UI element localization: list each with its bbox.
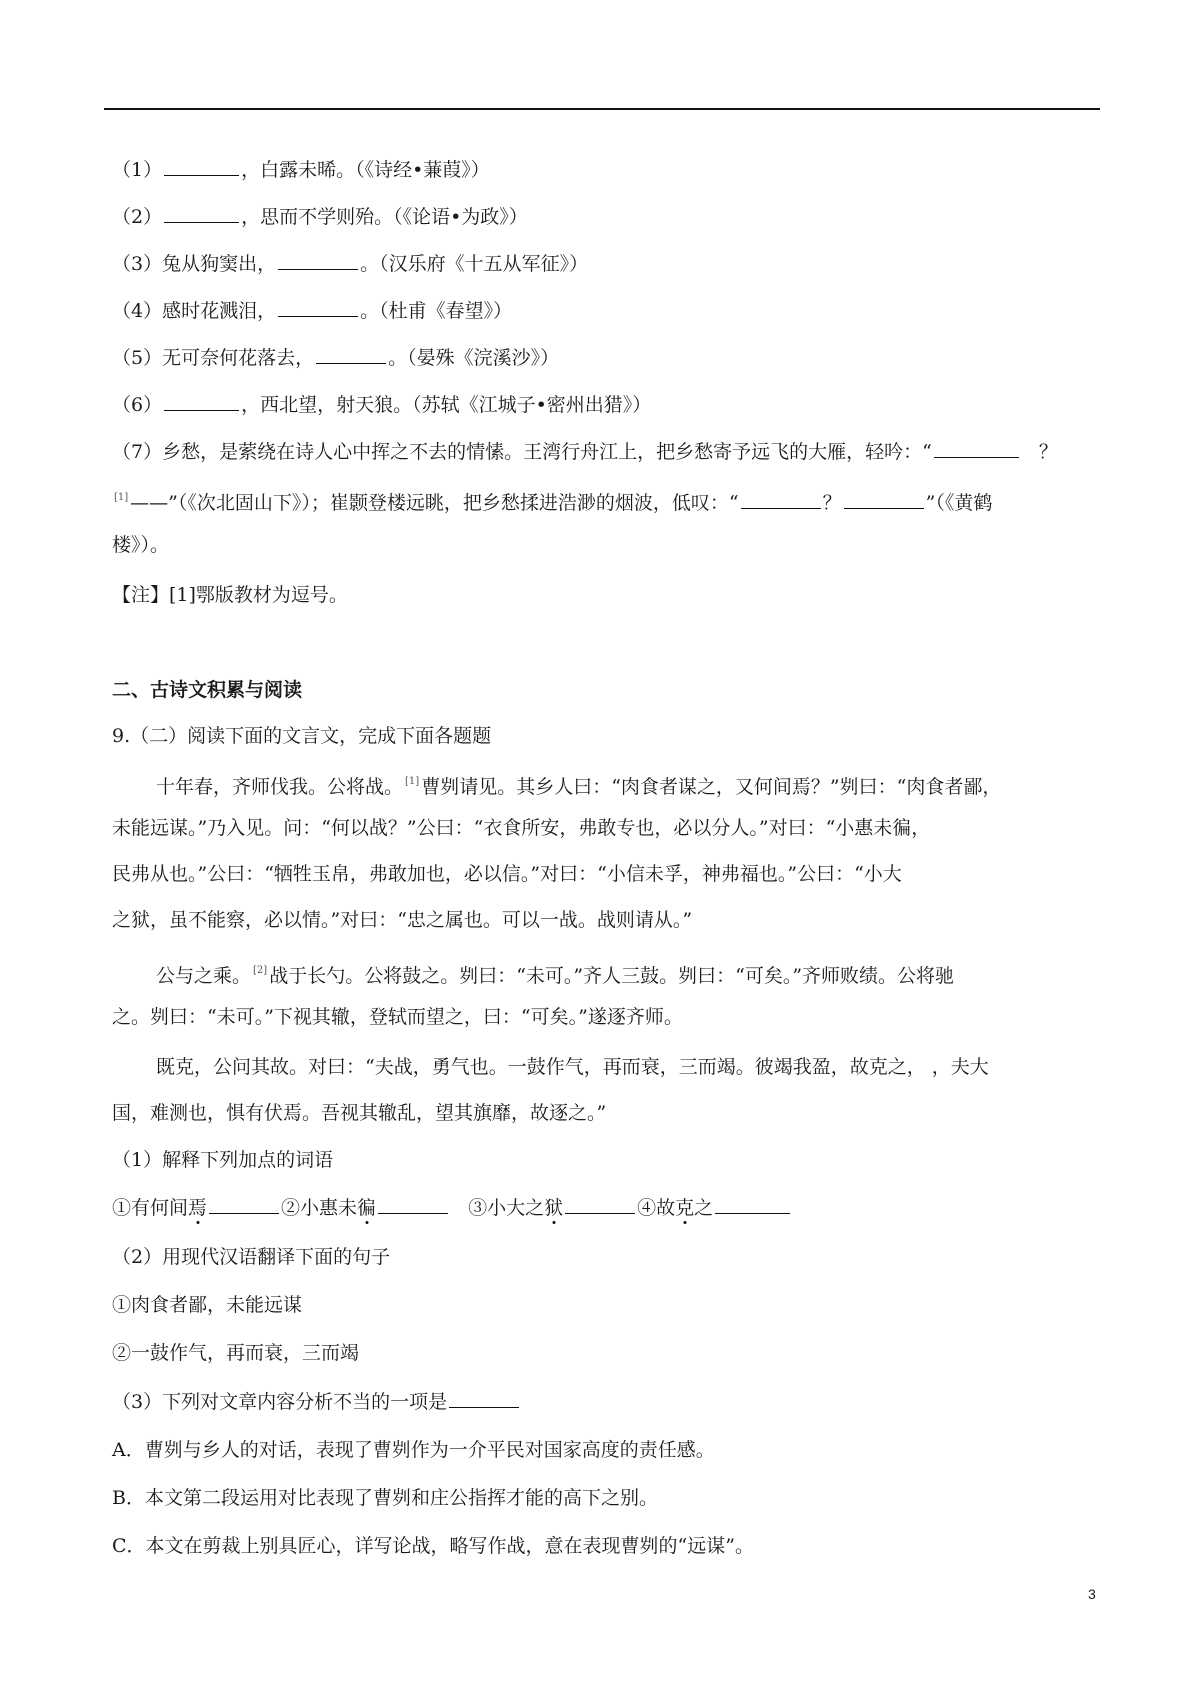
header-rule xyxy=(104,108,1100,110)
answer-blank[interactable] xyxy=(449,1387,519,1408)
footnote-ref: [1] xyxy=(114,492,129,503)
poem-line-2: （2） ，思而不学则殆。（《论语•为政》） xyxy=(112,202,528,231)
poem-line-5: （5）无可奈何花落去， 。（晏殊《浣溪沙》） xyxy=(112,343,559,372)
passage-p3-line2: 国，难测也，惧有伏焉。吾视其辙乱，望其旗靡，故逐之。” xyxy=(112,1102,607,1124)
page-number: 3 xyxy=(1088,1586,1096,1602)
passage-p1-line3: 民弗从也。”公曰：“牺牲玉帛，弗敢加也，必以信。”对曰：“小信未孚，神弗福也。”公曰：“小大 xyxy=(112,863,902,885)
answer-blank[interactable] xyxy=(278,249,358,270)
sub-question-2: （2）用现代汉语翻译下面的句子 xyxy=(112,1246,391,1268)
answer-blank[interactable] xyxy=(378,1193,448,1214)
passage-p3-line1: 既克，公问其故。对曰：“夫战，勇气也。一鼓作气，再而衰，三而竭。彼竭我盈，故克之， ，夫大 xyxy=(156,1056,989,1078)
answer-blank[interactable] xyxy=(278,296,358,317)
option-a: A．曹刿与乡人的对话，表现了曹刿作为一介平民对国家高度的责任感。 xyxy=(112,1439,715,1461)
passage-p1-line2: 未能远谋。”乃入见。问：“何以战？”公曰：“衣食所安，弗敢专也，必以分人。”对曰：“小惠未徧， xyxy=(112,817,931,839)
poem-line-4: （4）感时花溅泪， 。（杜甫《春望》） xyxy=(112,296,512,325)
answer-blank[interactable] xyxy=(164,202,239,223)
answer-blank[interactable] xyxy=(565,1193,635,1214)
vocab-items: ①有何间焉 ②小惠未徧 ③小大之狱 ④故克之 xyxy=(112,1193,792,1222)
note: 【注】[1]鄂版教材为逗号。 xyxy=(112,584,348,606)
answer-blank[interactable] xyxy=(844,488,924,509)
poem-line-6: （6） ，西北望，射天狼。（苏轼《江城子•密州出猎》） xyxy=(112,390,651,419)
poem-line-7a: （7）乡愁，是萦绕在诗人心中挥之不去的情愫。王湾行舟江上，把乡愁寄予远飞的大雁，轻吟：“ ？ xyxy=(112,437,1058,466)
answer-blank[interactable] xyxy=(164,390,239,411)
answer-blank[interactable] xyxy=(715,1193,790,1214)
answer-blank[interactable] xyxy=(934,437,1019,458)
footnote-ref: [1] xyxy=(405,776,420,787)
passage-p2-line1: 公与之乘。 [2] 战于长勺。公将鼓之。刿曰：“未可。”齐人三鼓。刿曰：“可矣。”齐师败绩。公将驰 xyxy=(156,965,955,987)
poem-line-7c: 楼》）。 xyxy=(112,534,170,556)
passage-p1-line4: 之狱，虽不能察，必以情。”对曰：“忠之属也。可以一战。战则请从。” xyxy=(112,909,693,931)
answer-blank[interactable] xyxy=(164,155,239,176)
question-9-title: 9.（二）阅读下面的文言文，完成下面各题题 xyxy=(112,725,492,747)
section-title: 二、古诗文积累与阅读 xyxy=(112,679,303,701)
answer-blank[interactable] xyxy=(316,343,386,364)
poem-line-1: （1） ，白露未晞。（《诗经•蒹葭》） xyxy=(112,155,490,184)
sub-question-3: （3）下列对文章内容分析不当的一项是 xyxy=(112,1387,521,1416)
option-b: B．本文第二段运用对比表现了曹刿和庄公指挥才能的高下之别。 xyxy=(112,1487,658,1509)
sub-question-1: （1）解释下列加点的词语 xyxy=(112,1149,334,1171)
poem-line-3: （3）兔从狗窦出， 。（汉乐府《十五从军征》） xyxy=(112,249,588,278)
passage-p2-line2: 之。刿曰：“未可。”下视其辙，登轼而望之，曰：“可矣。”遂逐齐师。 xyxy=(112,1006,683,1028)
translate-sentence-1: ①肉食者鄙，未能远谋 xyxy=(112,1294,303,1316)
footnote-ref: [2] xyxy=(253,965,268,976)
option-c: C．本文在剪裁上别具匠心，详写论战，略写作战，意在表现曹刿的“远谋”。 xyxy=(112,1535,754,1557)
poem-line-7b: [1] ——”（《次北固山下》）；崔颢登楼远眺，把乡愁揉进浩渺的烟波，低叹：“ ？ ”（《黄鹤 xyxy=(112,484,992,517)
passage-p1-line1: 十年春，齐师伐我。公将战。 [1] 曹刿请见。其乡人曰：“肉食者谋之，又何间焉？”刿曰：“肉食者鄙， xyxy=(156,776,1002,798)
answer-blank[interactable] xyxy=(209,1193,279,1214)
answer-blank[interactable] xyxy=(741,488,821,509)
translate-sentence-2: ②一鼓作气，再而衰，三而竭 xyxy=(112,1342,360,1364)
